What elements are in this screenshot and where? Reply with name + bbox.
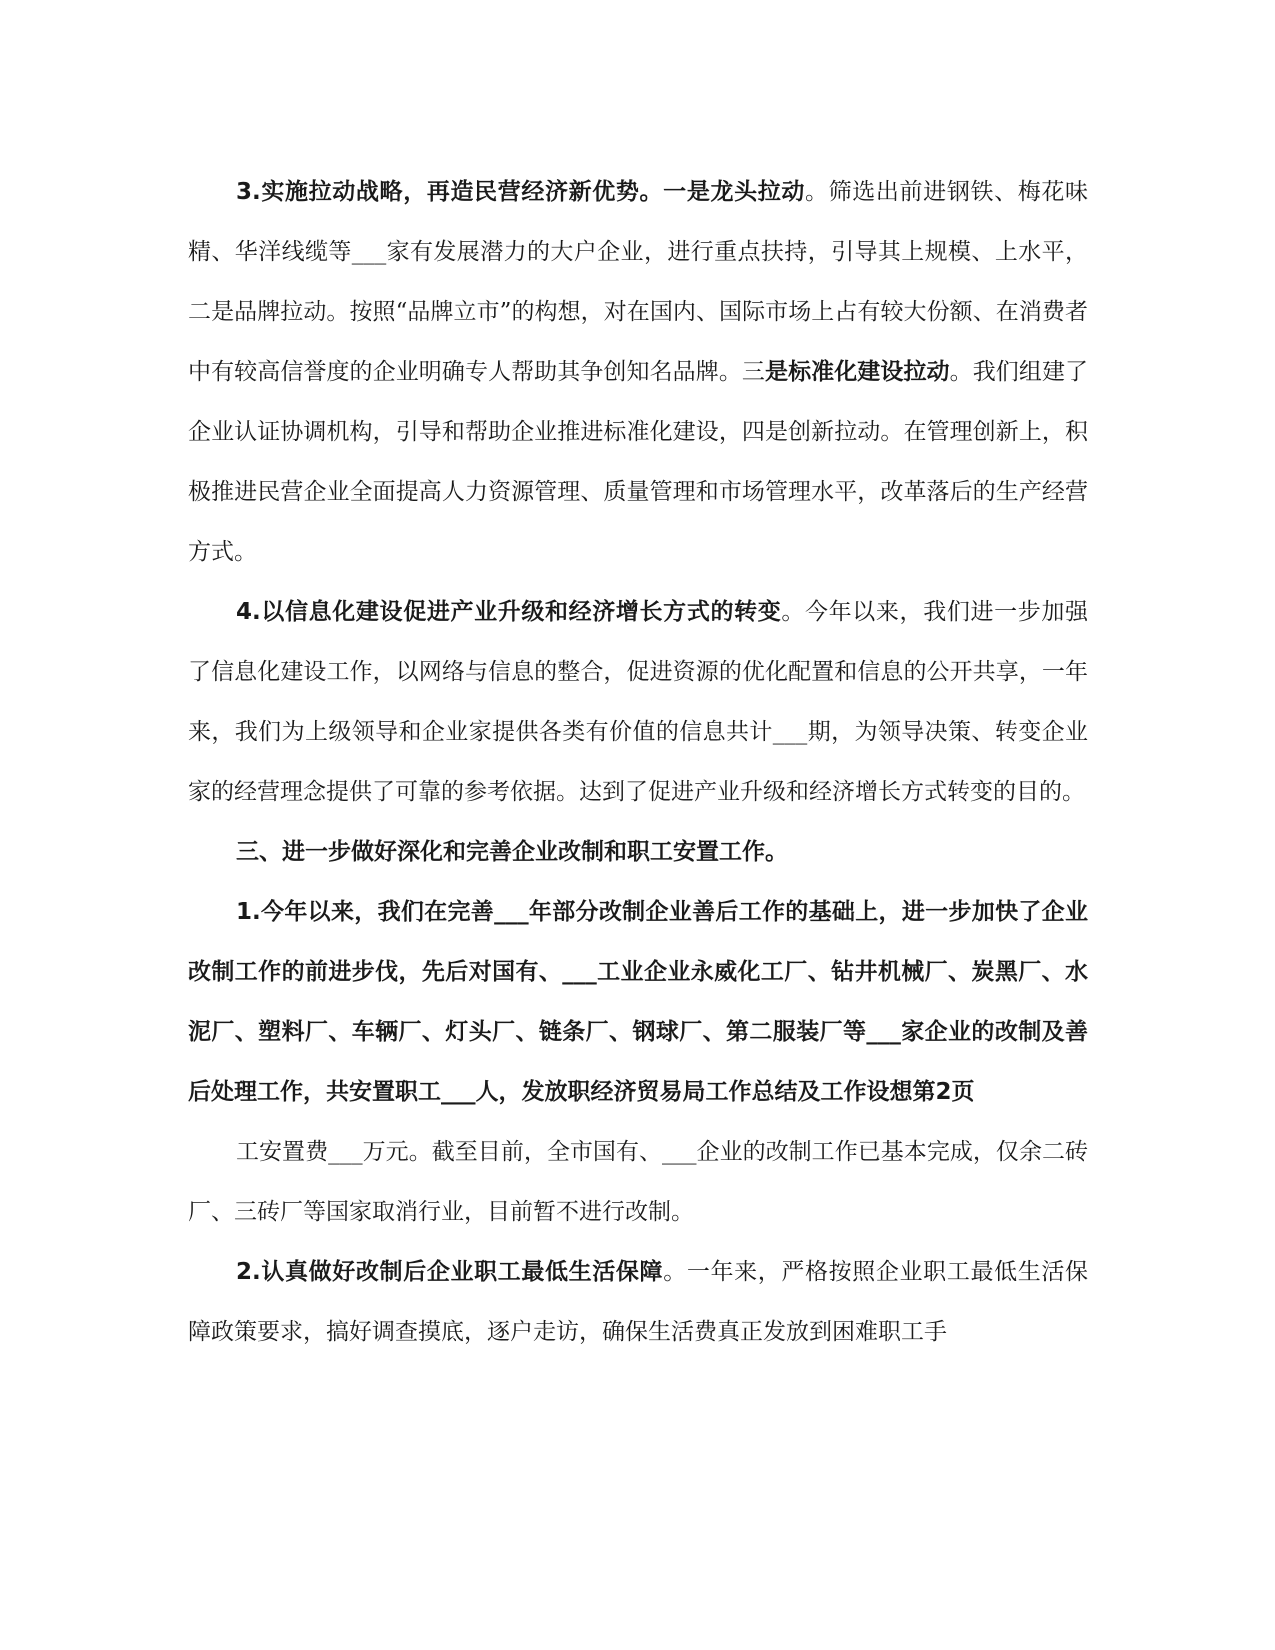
paragraph-resettlement-fee xyxy=(188,1122,1088,1242)
paragraph-text: 。筛选出前进钢铁、梅花味精、华洋线缆等___家有发展潜力的大户企业，进行重点扶持，引导其上规模、上水平，二是品牌拉动。按照“品牌立市”的构想，对在国内、国际市场上占有较大份额、在消费者中有较高信誉度的企业明确专人帮助其争创知名品牌。三 xyxy=(188,179,1088,385)
section-heading-text: 三、进一步做好深化和完善企业改制和职工安置工作。 xyxy=(236,839,788,865)
paragraph-lead-bold: 2.认真做好改制后企业职工最低生活保障 xyxy=(236,1259,664,1285)
section-heading-reform xyxy=(188,822,1088,882)
document-body xyxy=(188,162,1088,1362)
paragraph-text: 。一年来，严格按照企业职工最低生活保障政策要求，搞好调查摸底，逐户走访，确保生活费真正发放到困难职工手 xyxy=(188,1259,1088,1345)
paragraph-reform-progress xyxy=(188,882,1088,1122)
paragraph-text: 。我们组建了企业认证协调机构，引导和帮助企业推进标准化建设，四是创新拉动。在管理创新上，积极推进民营企业全面提高人力资源管理、质量管理和市场管理水平，改革落后的生产经营方式。 xyxy=(188,359,1089,565)
paragraph-text: 。今年以来，我们进一步加强了信息化建设工作，以网络与信息的整合，促进资源的优化配置和信息的公开共享，一年来，我们为上级领导和企业家提供各类有价值的信息共计___期，为领导决策、转变企业家的经营理念提供了可靠的参考依据。达到了促进产业升级和经济增长方式转变的目的。 xyxy=(188,599,1089,805)
paragraph-bold-text: 1.今年以来，我们在完善___年部分改制企业善后工作的基础上，进一步加快了企业改制工作的前进步伐，先后对国有、___工业企业永威化工厂、钻井机械厂、炭黑厂、水泥厂、塑料厂、车辆厂、灯头厂、链条厂、钢球厂、第二服装厂等___家企业的改制及善后处理工作，共安置职工___人，发放职经济贸易局工作总结及工作设想第2页 xyxy=(188,899,1088,1105)
paragraph-living-security xyxy=(188,1242,1088,1362)
paragraph-informatization xyxy=(188,582,1088,822)
paragraph-lead-bold: 4.以信息化建设促进产业升级和经济增长方式的转变 xyxy=(236,599,782,625)
paragraph-text: 工安置费___万元。截至目前，全市国有、___企业的改制工作已基本完成，仅余二砖厂、三砖厂等国家取消行业，目前暂不进行改制。 xyxy=(188,1139,1088,1225)
paragraph-inline-bold: 是标准化建设拉动 xyxy=(764,359,950,385)
paragraph-lead-bold: 3.实施拉动战略，再造民营经济新优势。一是龙头拉动 xyxy=(236,179,805,205)
paragraph-pull-strategy xyxy=(188,162,1088,582)
